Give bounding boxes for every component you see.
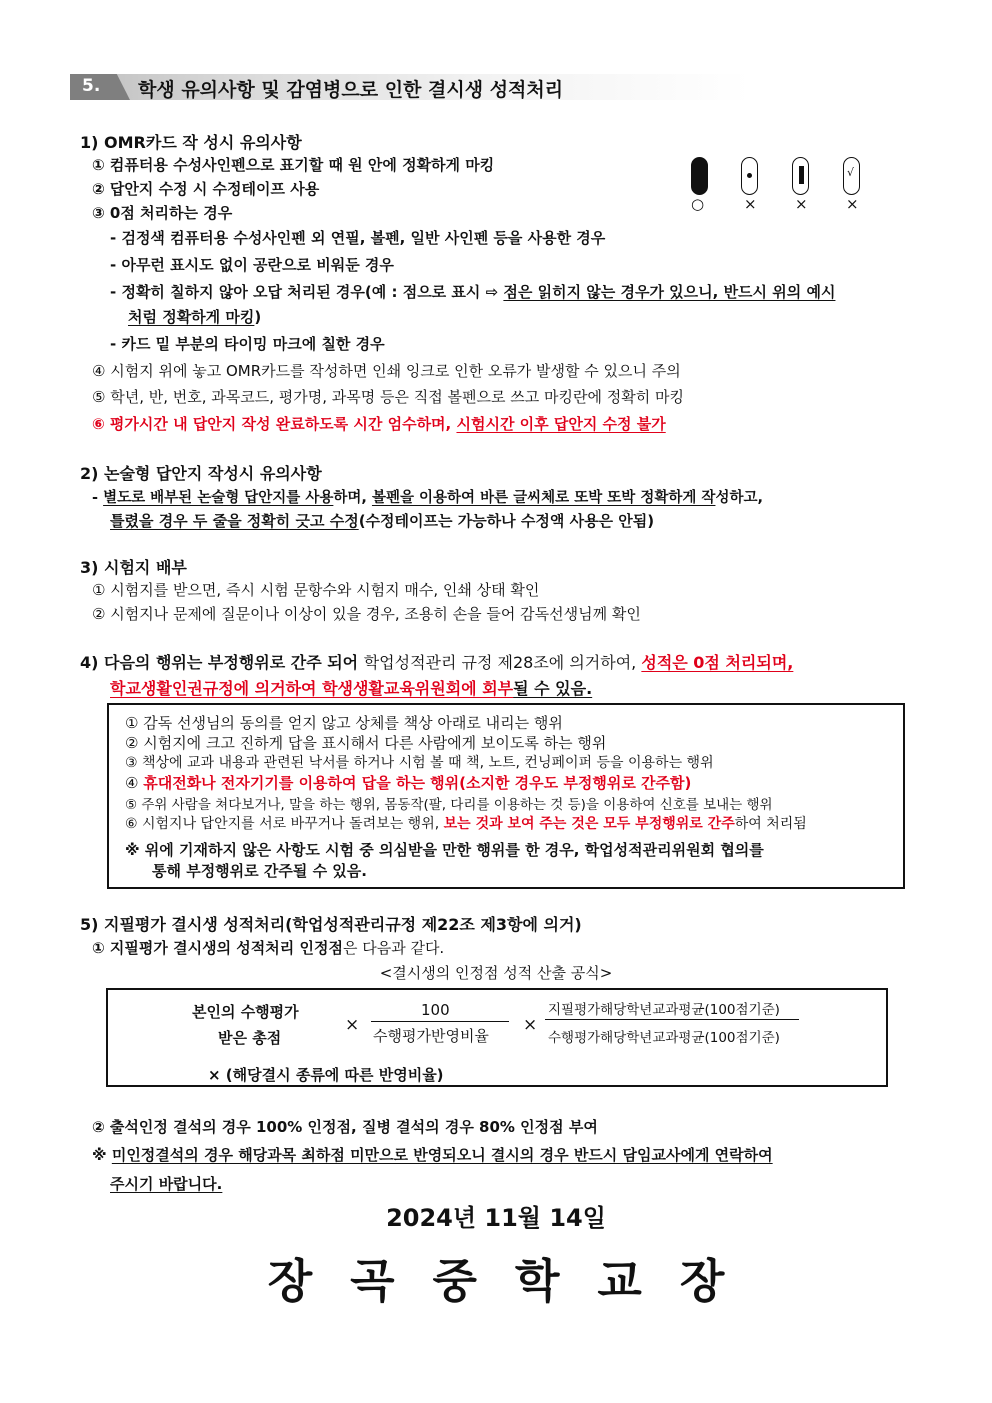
- box-item6-a: ⑥ 시험지나 답안지를 서로 바꾸거나 돌려보는 행위,: [125, 816, 444, 832]
- box-item5: ⑤ 주위 사람을 쳐다보거나, 말을 하는 행위, 몸동작(팔, 다리를 이용하는 것 등)을 이용하여 신호를 보내는 행위: [125, 797, 773, 813]
- s1-item6-a: ⑥ 평가시간 내 답안지 작성 완료하도록 시간 엄수하며,: [92, 415, 457, 433]
- formula-score-line2: 받은 총점: [218, 1029, 282, 1047]
- misconduct-box: [107, 703, 905, 889]
- s2-line1-c: 하며,: [333, 490, 372, 506]
- formula-denominator-2: 수행평가해당학년교과평균(100점기준): [548, 1030, 780, 1046]
- formula-times-2: ×: [523, 1015, 538, 1035]
- s1-item5: ⑤ 학년, 반, 번호, 과목코드, 평가명, 과목명 등은 직접 볼펜으로 쓰고 마킹란에 정확히 마킹: [92, 388, 684, 406]
- s1-item3: ③ 0점 처리하는 경우: [92, 204, 233, 222]
- omr-filled-bubble-icon: [691, 157, 708, 195]
- s2-line1-e: 성하고,: [715, 490, 763, 506]
- omr-check-bubble-icon: √: [843, 157, 860, 195]
- s4-line1: [80, 650, 793, 673]
- s4-line1-a: 4) 다음의 행위는 부정행위로 간주 되어: [80, 653, 364, 672]
- header-title: 학생 유의사항 및 감염병으로 인한 결시생 성적처리: [138, 79, 564, 101]
- s5-note-line2: [110, 1173, 222, 1194]
- s2-line1-a: -: [92, 490, 104, 506]
- s5-note1: 미인정결석의 경우 해당과목 최하점 미만으로 반영되오니 결시의 경우 반드시 담임교사에게 연락하여: [111, 1146, 773, 1164]
- s2-line1-b: 별도로 배부된 논술형 답안지를 사용: [103, 490, 334, 506]
- s1-detail4: - 카드 밑 부분의 타이밍 마크에 칠한 경우: [110, 335, 385, 353]
- s1-detail2: - 아무런 표시도 없이 공란으로 비워둔 경우: [110, 256, 394, 274]
- s5-item1-a: ① 지필평가 결시생의 성적처리 인정점: [92, 939, 343, 957]
- s2-title: 2) 논술형 답안지 작성시 유의사항: [80, 464, 322, 483]
- box-item3: ③ 책상에 교과 내용과 관련된 낙서를 하거나 시험 볼 때 책, 노트, 컨닝페이퍼 등을 이용하는 행위: [125, 755, 714, 771]
- formula-times-1: ×: [345, 1015, 360, 1035]
- header-number: 5.: [82, 76, 101, 96]
- box-note2: 통해 부정행위로 간주될 수 있음.: [152, 862, 367, 880]
- s4-line1-b: 학업성적관리 규정 제28조에 의거하여,: [363, 653, 642, 672]
- box-item4-b: 휴대전화나 전자기기를 이용하여 답을 하는 행위(소지한 경우도 부정행위로 간주함): [143, 774, 692, 792]
- s2-line2: [110, 510, 654, 531]
- section-header: [70, 74, 750, 100]
- formula-box: [106, 988, 888, 1087]
- document-date: 2024년 11월 14일: [386, 1204, 606, 1232]
- box-item6-c: 하여 처리됨: [734, 816, 807, 832]
- box-item6: [125, 813, 807, 833]
- s3-item1: ① 시험지를 받으면, 즉시 시험 문항수와 시험지 매수, 인쇄 상태 확인: [92, 581, 540, 599]
- omr-dot-bubble-icon: [741, 157, 758, 195]
- s1-item6: [92, 413, 666, 434]
- s4-line2: [110, 676, 592, 699]
- formula-title: <결시생의 인정점 성적 산출 공식>: [379, 964, 613, 982]
- s1-detail3-b: 점은 읽히지 않는 경우가 있으니, 반드시 위의 예시: [503, 283, 836, 301]
- omr-mark-correct: ○: [691, 195, 705, 213]
- formula-numerator: 100: [421, 1001, 450, 1019]
- school-principal-signature: 장곡중학교장: [267, 1254, 763, 1308]
- box-item4: [125, 772, 691, 793]
- box-item6-b: 보는 것과 보여 주는 것은 모두 부정행위로 간주: [443, 816, 735, 832]
- fraction-bar-1: [371, 1021, 509, 1022]
- s1-item1: ① 컴퓨터용 수성사인펜으로 표기할 때 원 안에 정확하게 마킹: [92, 156, 495, 174]
- s1-item2: ② 답안지 수정 시 수정테이프 사용: [92, 180, 320, 198]
- s5-note-line1: [92, 1144, 773, 1165]
- formula-score-line1: 본인의 수행평가: [192, 1003, 299, 1021]
- fraction-bar-2: [545, 1019, 799, 1020]
- formula-denominator: 수행평가반영비율: [373, 1027, 489, 1045]
- s1-item4: ④ 시험지 위에 놓고 OMR카드를 작성하면 인쇄 잉크로 인한 오류가 발생할 수 있으니 주의: [92, 362, 681, 380]
- s4-line2-b: 될 수 있음.: [513, 679, 593, 698]
- omr-mark-wrong-2: ×: [795, 195, 808, 213]
- s5-item1: [92, 937, 444, 958]
- box-item1: ① 감독 선생님의 동의를 얻지 않고 상체를 책상 아래로 내리는 행위: [125, 714, 563, 732]
- s5-note-mark: ※: [92, 1146, 107, 1164]
- box-note1: ※ 위에 기재하지 않은 사항도 시험 중 의심받을 만한 행위를 한 경우, 학업성적관리위원회 협의를: [125, 841, 764, 859]
- s3-item2: ② 시험지나 문제에 질문이나 이상이 있을 경우, 조용히 손을 들어 감독선생님께 확인: [92, 605, 641, 623]
- box-item4-a: ④: [125, 774, 144, 792]
- formula-ratio: × (해당결시 종류에 따른 반영비율): [208, 1066, 444, 1084]
- s4-line1-c: 성적은 0점 처리되며,: [641, 653, 794, 672]
- s5-item2: ② 출석인정 결석의 경우 100% 인정점, 질병 결석의 경우 80% 인정점 부여: [92, 1118, 598, 1136]
- s2-line1: [92, 486, 763, 507]
- s1-detail1: - 검정색 컴퓨터용 수성사인펜 외 연필, 볼펜, 일반 사인펜 등을 사용한 경우: [110, 229, 606, 247]
- s5-item1-b: 은 다음과 같다.: [342, 939, 445, 957]
- s1-detail3-a: - 정확히 칠하지 않아 오답 처리된 경우(예 : 점으로 표시 ⇨: [110, 283, 504, 301]
- s2-line1-d: 볼펜을 이용하여 바른 글씨체로 또박 또박 정확하게 작: [371, 490, 716, 506]
- s5-note2: 주시기 바랍니다.: [110, 1175, 223, 1193]
- formula-numerator-2: 지필평가해당학년교과평균(100점기준): [548, 1002, 780, 1018]
- s2-line2-b: (수정테이프는 가능하나 수정액 사용은 안됨): [358, 512, 655, 530]
- omr-mark-wrong-3: ×: [846, 195, 859, 213]
- s5-title: 5) 지필평가 결시생 성적처리(학업성적관리규정 제22조 제3항에 의거): [80, 915, 582, 934]
- omr-mark-wrong-1: ×: [744, 195, 757, 213]
- s1-detail3-d: ): [254, 308, 262, 326]
- s3-title: 3) 시험지 배부: [80, 558, 187, 577]
- s1-title: 1) OMR카드 작 성시 유의사항: [80, 133, 302, 152]
- s1-detail3: [110, 281, 835, 302]
- s1-item6-b: 시험시간 이후 답안지 수정 불가: [456, 415, 666, 433]
- s1-detail3-c: 처럼 정확하게 마킹: [128, 308, 255, 326]
- s2-line2-a: 틀렸을 경우 두 줄을 정확히 긋고 수정: [110, 512, 359, 530]
- box-item2: ② 시험지에 크고 진하게 답을 표시해서 다른 사람에게 보이도록 하는 행위: [125, 734, 607, 752]
- s1-detail3-cont: [128, 306, 261, 327]
- s4-line2-a: 학교생활인권규정에 의거하여 학생생활교육위원회에 회부: [110, 679, 514, 698]
- omr-half-bubble-icon: [792, 157, 809, 195]
